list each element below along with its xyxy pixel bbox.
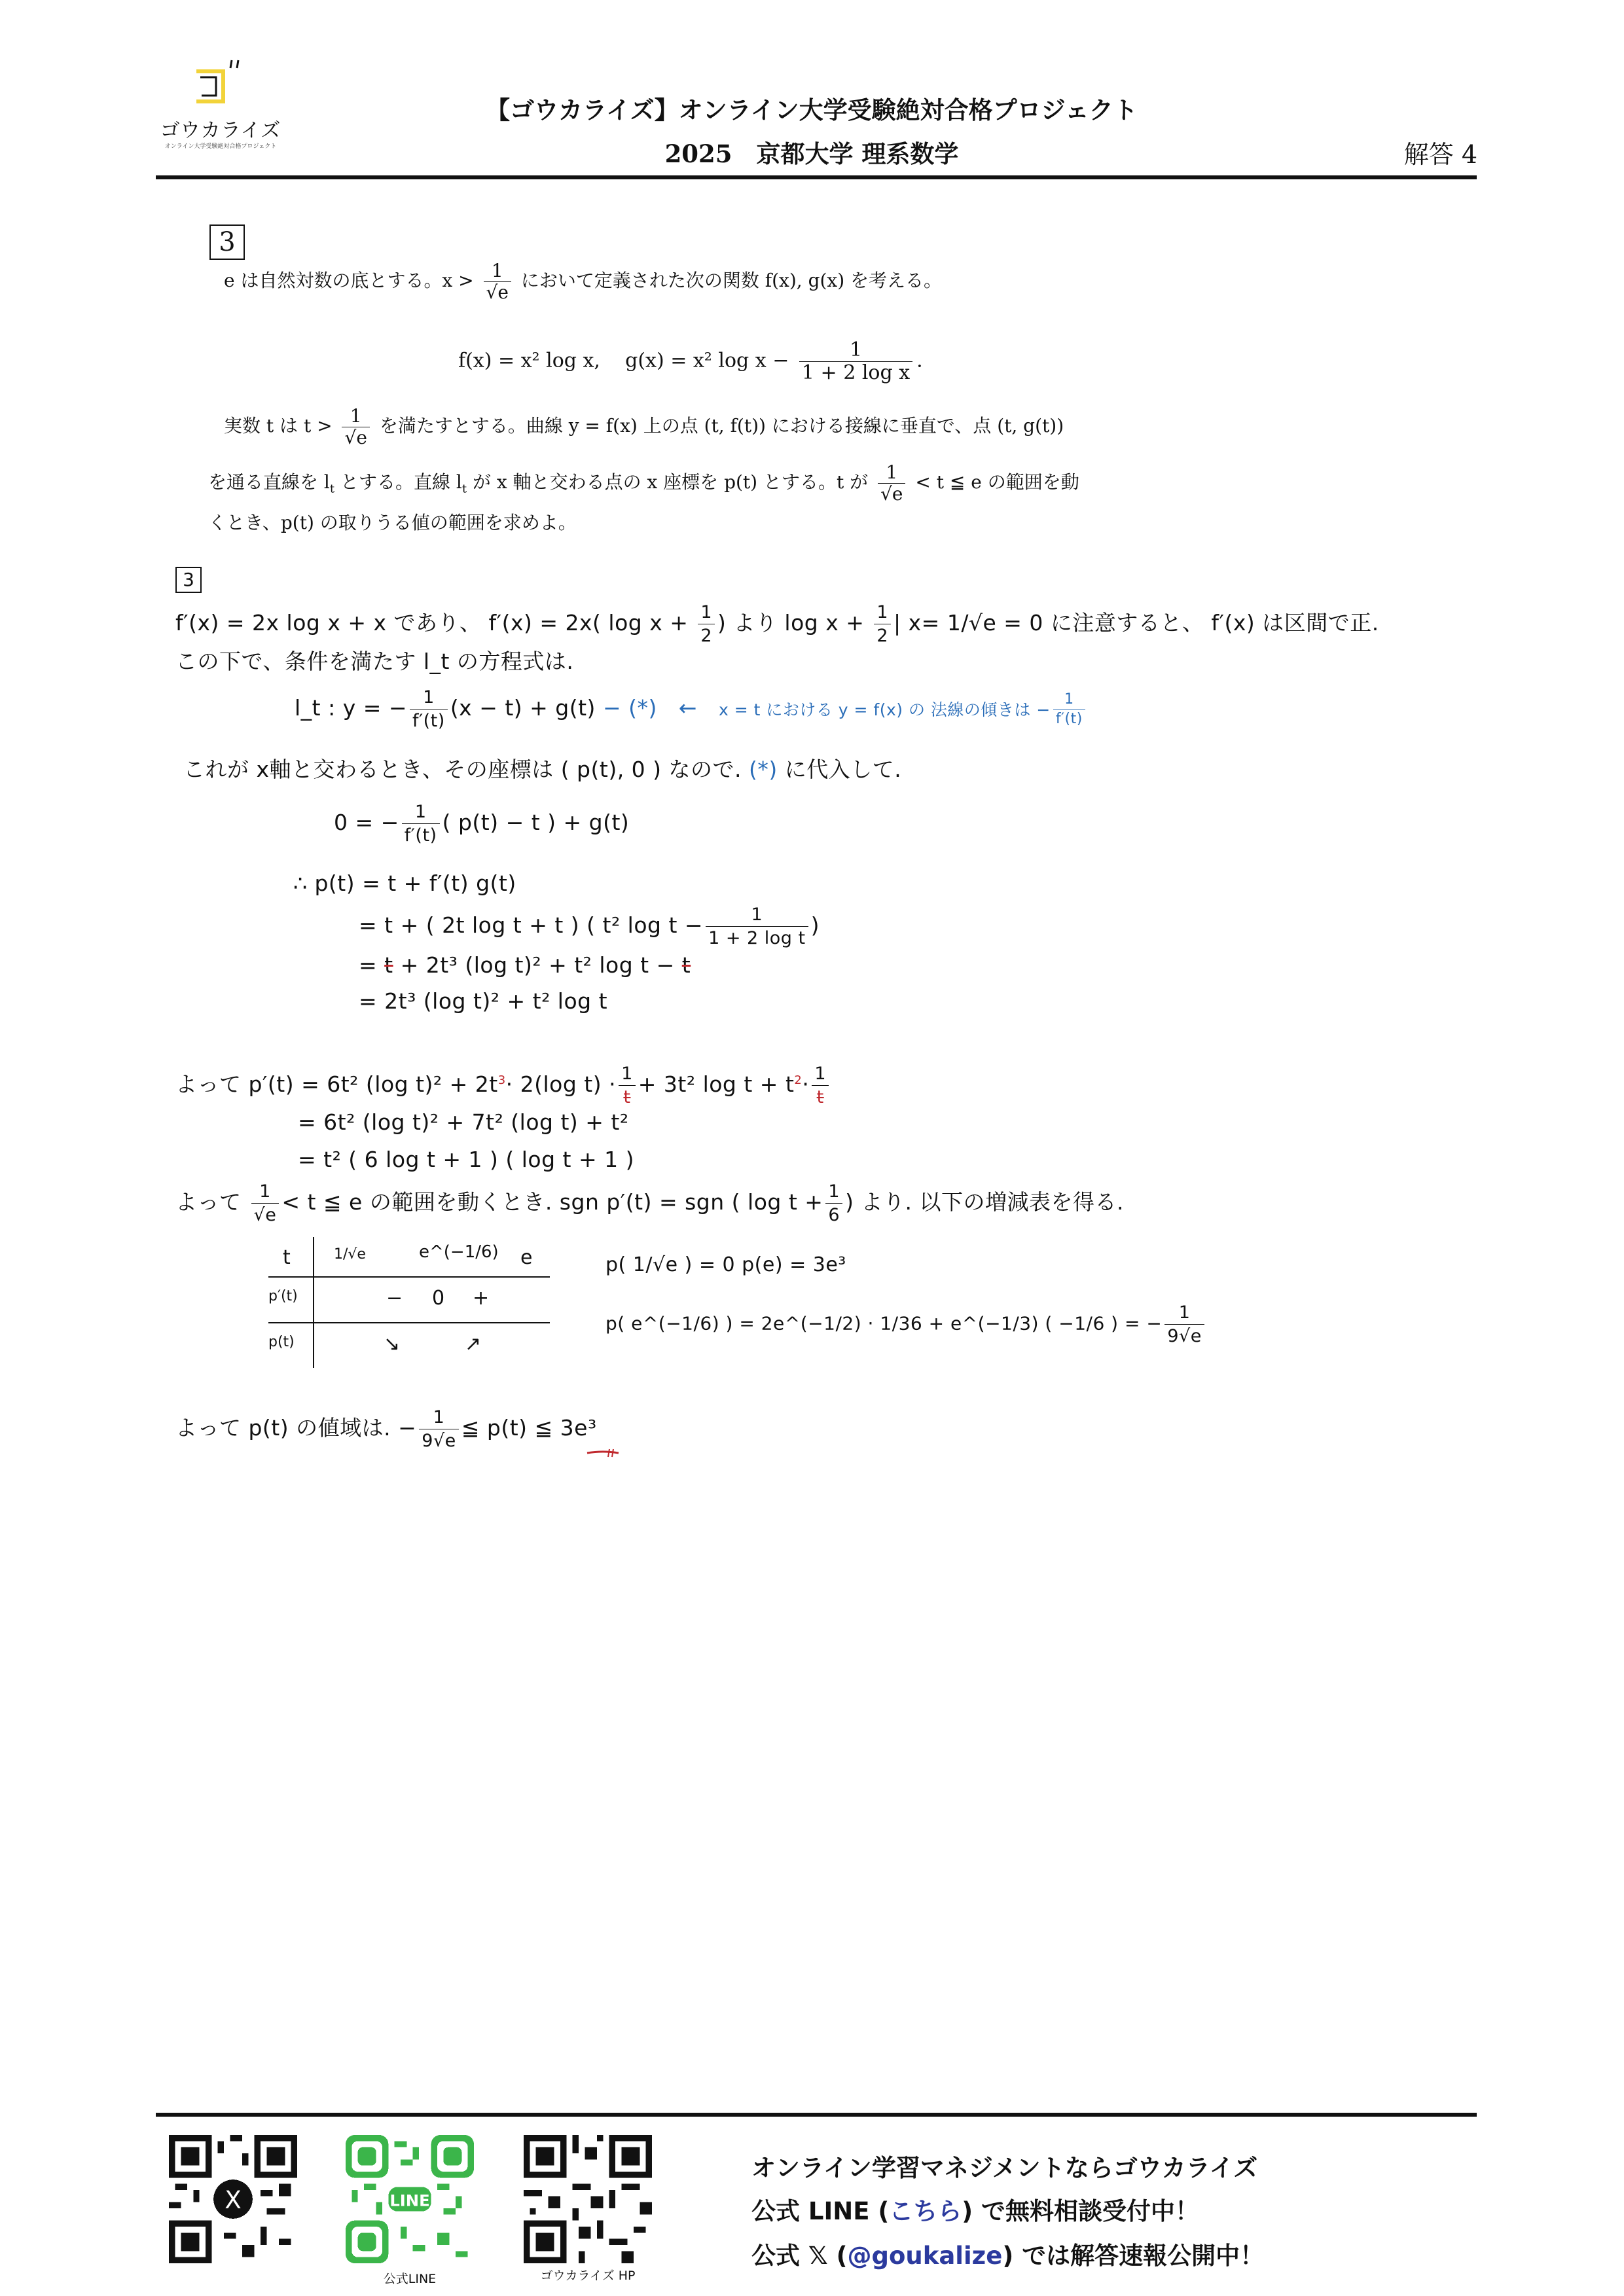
fraction-num: 1 — [419, 1407, 459, 1429]
solution-text: これが x軸と交わるとき、その座標は ( p(t), 0 ) なので. — [183, 757, 742, 782]
answer-underline-mark — [586, 1448, 620, 1458]
problem-text: とする。直線 l — [334, 471, 462, 493]
svg-text:X: X — [225, 2185, 242, 2214]
fraction-num: 1 — [825, 1181, 842, 1204]
fraction-num: 1 — [402, 802, 440, 824]
fraction-num: 1 — [410, 687, 448, 709]
table-header-t: t — [283, 1246, 291, 1269]
equation-tag: (*) — [749, 757, 778, 782]
fraction-num: 1 — [251, 1181, 280, 1204]
table-cell: ↗ — [465, 1333, 482, 1355]
footer-x-text — [751, 2236, 1264, 2271]
solution-text: ) より log x + — [717, 610, 872, 636]
fraction-den: √e — [344, 427, 367, 448]
line-qr-code[interactable] — [346, 2135, 474, 2263]
fraction-den: 2 — [876, 626, 889, 646]
solution-line-4 — [183, 753, 901, 783]
footer-tagline: オンライン学習マネジメントならゴウカライズ — [751, 2154, 1258, 2182]
solution-line-13 — [175, 1181, 1124, 1225]
qr-code-icon — [169, 2135, 297, 2263]
solution-text: p( e^(−1/6) ) = 2e^(−1/2) · 1/36 + e^(−1/3) ( −1/6 ) = − — [605, 1312, 1163, 1335]
fraction-num: 1 — [799, 340, 912, 362]
solution-text: = t + ( 2t log t + t ) ( t² log t − — [359, 912, 704, 938]
solution-text: | x= 1/√e = 0 に注意すると、 f′(x) は区間で正. — [893, 610, 1379, 636]
solution-line-9: = 2t³ (log t)² + t² log t — [359, 988, 608, 1014]
homepage-qr-caption: ゴウカライズ HP — [540, 2269, 636, 2283]
variation-table — [268, 1237, 550, 1368]
table-cell: 0 — [432, 1287, 445, 1310]
fraction-den: f′(t) — [404, 825, 437, 846]
fraction — [878, 463, 905, 503]
logo-mark-icon — [192, 58, 251, 110]
fraction — [698, 602, 715, 646]
solution-text: (x − t) + g(t) — [450, 695, 596, 721]
exponent: 3 — [497, 1073, 506, 1087]
solution-text: ≦ p(t) ≦ 3e³ — [461, 1415, 597, 1441]
fraction-num: 1 — [1053, 691, 1085, 709]
solution-line-3 — [295, 687, 1088, 731]
fraction — [799, 340, 912, 383]
table-header-1: 1/√e — [334, 1246, 366, 1263]
cancelled-term: t — [384, 952, 393, 978]
fraction — [402, 802, 440, 846]
fraction-num: 1 — [619, 1064, 636, 1086]
fraction — [419, 1407, 459, 1451]
footer-text: ) では解答速報公開中！ — [1002, 2242, 1265, 2270]
fraction — [874, 602, 891, 646]
line-qr-caption: 公式LINE — [383, 2272, 437, 2286]
homepage-qr-code[interactable] — [524, 2135, 652, 2263]
solution-line-10 — [175, 1064, 831, 1107]
fraction — [619, 1064, 636, 1107]
solution-text: l_t : y = − — [295, 695, 408, 721]
solution-text: ) — [810, 912, 820, 938]
footer-line-text — [751, 2191, 1199, 2227]
fraction — [1053, 691, 1085, 727]
table-cell: − — [386, 1287, 403, 1310]
table-divider — [313, 1237, 314, 1368]
solution-text: に代入して. — [784, 757, 902, 782]
problem-text: < t ≦ e の範囲を動 — [915, 471, 1079, 493]
document-title: 【ゴウカライズ】オンライン大学受験絶対合格プロジェクト — [486, 96, 1138, 124]
problem-text: e は自然対数の底とする。x > — [224, 270, 474, 291]
fraction-num: 1 — [484, 262, 511, 282]
fraction-num: 1 — [706, 905, 808, 927]
fraction-num: 1 — [874, 602, 891, 624]
cancelled-term: t — [681, 952, 691, 978]
solution-line-1 — [175, 602, 1379, 646]
svg-text:LINE: LINE — [389, 2191, 430, 2210]
solution-line-7 — [359, 905, 820, 948]
fraction-den: t — [816, 1087, 824, 1107]
solution-line-5 — [334, 802, 629, 846]
fraction — [1164, 1302, 1204, 1346]
fraction-den: √e — [253, 1205, 277, 1225]
solution-text: ( p(t) − t ) + g(t) — [442, 810, 630, 835]
solution-text: < t ≦ e の範囲を動くとき. sgn p′(t) = sgn ( log t + — [281, 1189, 823, 1215]
problem-text: が x 軸と交わる点の x 座標を p(t) とする。t が — [467, 471, 869, 493]
solution-text: + 2t³ (log t)² + t² log t − — [393, 952, 675, 978]
exponent: 2 — [794, 1073, 803, 1087]
problem-number: 3 — [209, 224, 245, 260]
solution-text: ) より. 以下の増減表を得る. — [845, 1189, 1124, 1215]
solution-line-11: = 6t² (log t)² + 7t² (log t) + t² — [298, 1109, 629, 1135]
fraction — [825, 1181, 842, 1225]
problem-text: において定義された次の関数 f(x), g(x) を考える。 — [520, 270, 943, 291]
table-row-label: p′(t) — [268, 1288, 298, 1304]
page-label: 解答 4 — [1403, 140, 1477, 169]
problem-line-1 — [224, 262, 942, 302]
problem-text: を通る直線を l — [208, 471, 330, 493]
footer-text: ) で無料相談受付中！ — [962, 2197, 1200, 2225]
solution-number: 3 — [175, 567, 202, 593]
solution-line-2: この下で、条件を満たす l_t の方程式は. — [175, 649, 574, 674]
solution-text: + 3t² log t + t — [638, 1071, 795, 1097]
fraction-den: 2 — [700, 626, 713, 646]
problem-text: 実数 t は t > — [224, 415, 333, 437]
value-line-2 — [605, 1302, 1207, 1346]
fraction-den: 9√e — [1167, 1326, 1202, 1346]
fraction-num: 1 — [698, 602, 715, 624]
solution-line-8: = t + 2t³ (log t)² + t² log t − t — [359, 952, 691, 978]
footer-text: 公式 LINE ( — [751, 2197, 890, 2225]
formula-g: g(x) = x² log x − — [625, 349, 789, 372]
footer-text: 公式 𝕏 ( — [751, 2242, 848, 2270]
x-qr-code[interactable] — [169, 2135, 297, 2263]
fraction-den: 1 + 2 log x — [801, 361, 911, 384]
arrow-left-icon: ← — [678, 695, 697, 721]
problem-line-3: を通る直線を $l_t$ とする。直線 $l_t$ が x 軸と交わる点の x 座標を p(t) とする。t が $\frac{1}{√e}$ < t ≦ e の範囲を動 — [208, 461, 1079, 505]
fraction — [812, 1064, 829, 1107]
table-header-3: e — [520, 1246, 533, 1269]
solution-text: よって p(t) の値域は. − — [175, 1415, 417, 1441]
fraction-den: f′(t) — [412, 711, 445, 731]
fraction-den: √e — [880, 483, 903, 505]
fraction-num: 1 — [812, 1064, 829, 1086]
fraction — [342, 407, 369, 447]
problem-text: を満たすとする。曲線 y = f(x) 上の点 (t, f(t)) における接線に垂直で、点 (t, g(t)) — [379, 415, 1064, 437]
solution-text: 0 = − — [334, 810, 399, 835]
table-row-label: p(t) — [268, 1334, 295, 1350]
fraction-den: √e — [486, 281, 509, 303]
logo-name: ゴウカライズ — [160, 119, 281, 142]
fraction — [484, 262, 511, 302]
fraction — [251, 1181, 280, 1225]
fraction-den: 9√e — [422, 1431, 456, 1451]
table-cell: ↘ — [384, 1333, 401, 1355]
annotation-note: x = t における y = f(x) の 法線の傾きは − — [718, 700, 1051, 719]
brand-logo — [152, 58, 289, 156]
qr-code-icon — [524, 2135, 652, 2263]
footer-divider — [156, 2113, 1477, 2117]
solution-text: · 2(log t) · — [505, 1071, 617, 1097]
fraction-num: 1 — [342, 407, 369, 427]
solution-text: よって — [175, 1189, 242, 1215]
logo-tagline: オンライン大学受験絶対合格プロジェクト — [164, 143, 277, 150]
table-cell: + — [473, 1287, 490, 1310]
qr-code-icon — [346, 2135, 474, 2263]
solution-text: · — [802, 1071, 810, 1097]
solution-conclusion — [175, 1407, 597, 1451]
solution-line-6: ∴ p(t) = t + f′(t) g(t) — [293, 870, 516, 896]
fraction-num: 1 — [878, 463, 905, 484]
fraction — [706, 905, 808, 948]
fraction-den: 1 + 2 log t — [708, 928, 806, 948]
header-divider — [156, 175, 1477, 179]
document-subtitle: 2025 京都大学 理系数学 — [664, 139, 959, 168]
table-header-2: e^(−1/6) — [419, 1242, 499, 1262]
table-divider — [268, 1276, 550, 1278]
table-divider — [268, 1322, 550, 1323]
fraction-den: t — [623, 1087, 631, 1107]
problem-line-4: くとき、p(t) の取りうる値の範囲を求めよ。 — [208, 512, 577, 533]
equation-tag: − (*) — [602, 695, 657, 721]
fraction-num: 1 — [1164, 1302, 1204, 1325]
value-line-1: p( 1/√e ) = 0 p(e) = 3e³ — [605, 1253, 846, 1276]
fraction — [410, 687, 448, 731]
solution-text: よって p′(t) = 6t² (log t)² + 2t — [175, 1071, 498, 1097]
solution-text: f′(x) = 2x log x + x であり、 f′(x) = 2x( log x + — [175, 610, 696, 636]
fraction-den: f′(t) — [1055, 711, 1083, 727]
fraction-den: 6 — [828, 1205, 840, 1225]
problem-line-2 — [224, 407, 1064, 447]
problem-formula: f(x) = x² log x, g(x) = x² log x − $\frac{1}{\text{1 + 2 log x}}$ . — [458, 338, 923, 384]
x-account-link[interactable]: @goukalize — [847, 2242, 1003, 2270]
formula-f: f(x) = x² log x, — [458, 349, 600, 372]
line-link[interactable]: こちら — [889, 2197, 962, 2225]
solution-line-12: = t² ( 6 log t + 1 ) ( log t + 1 ) — [298, 1147, 634, 1172]
